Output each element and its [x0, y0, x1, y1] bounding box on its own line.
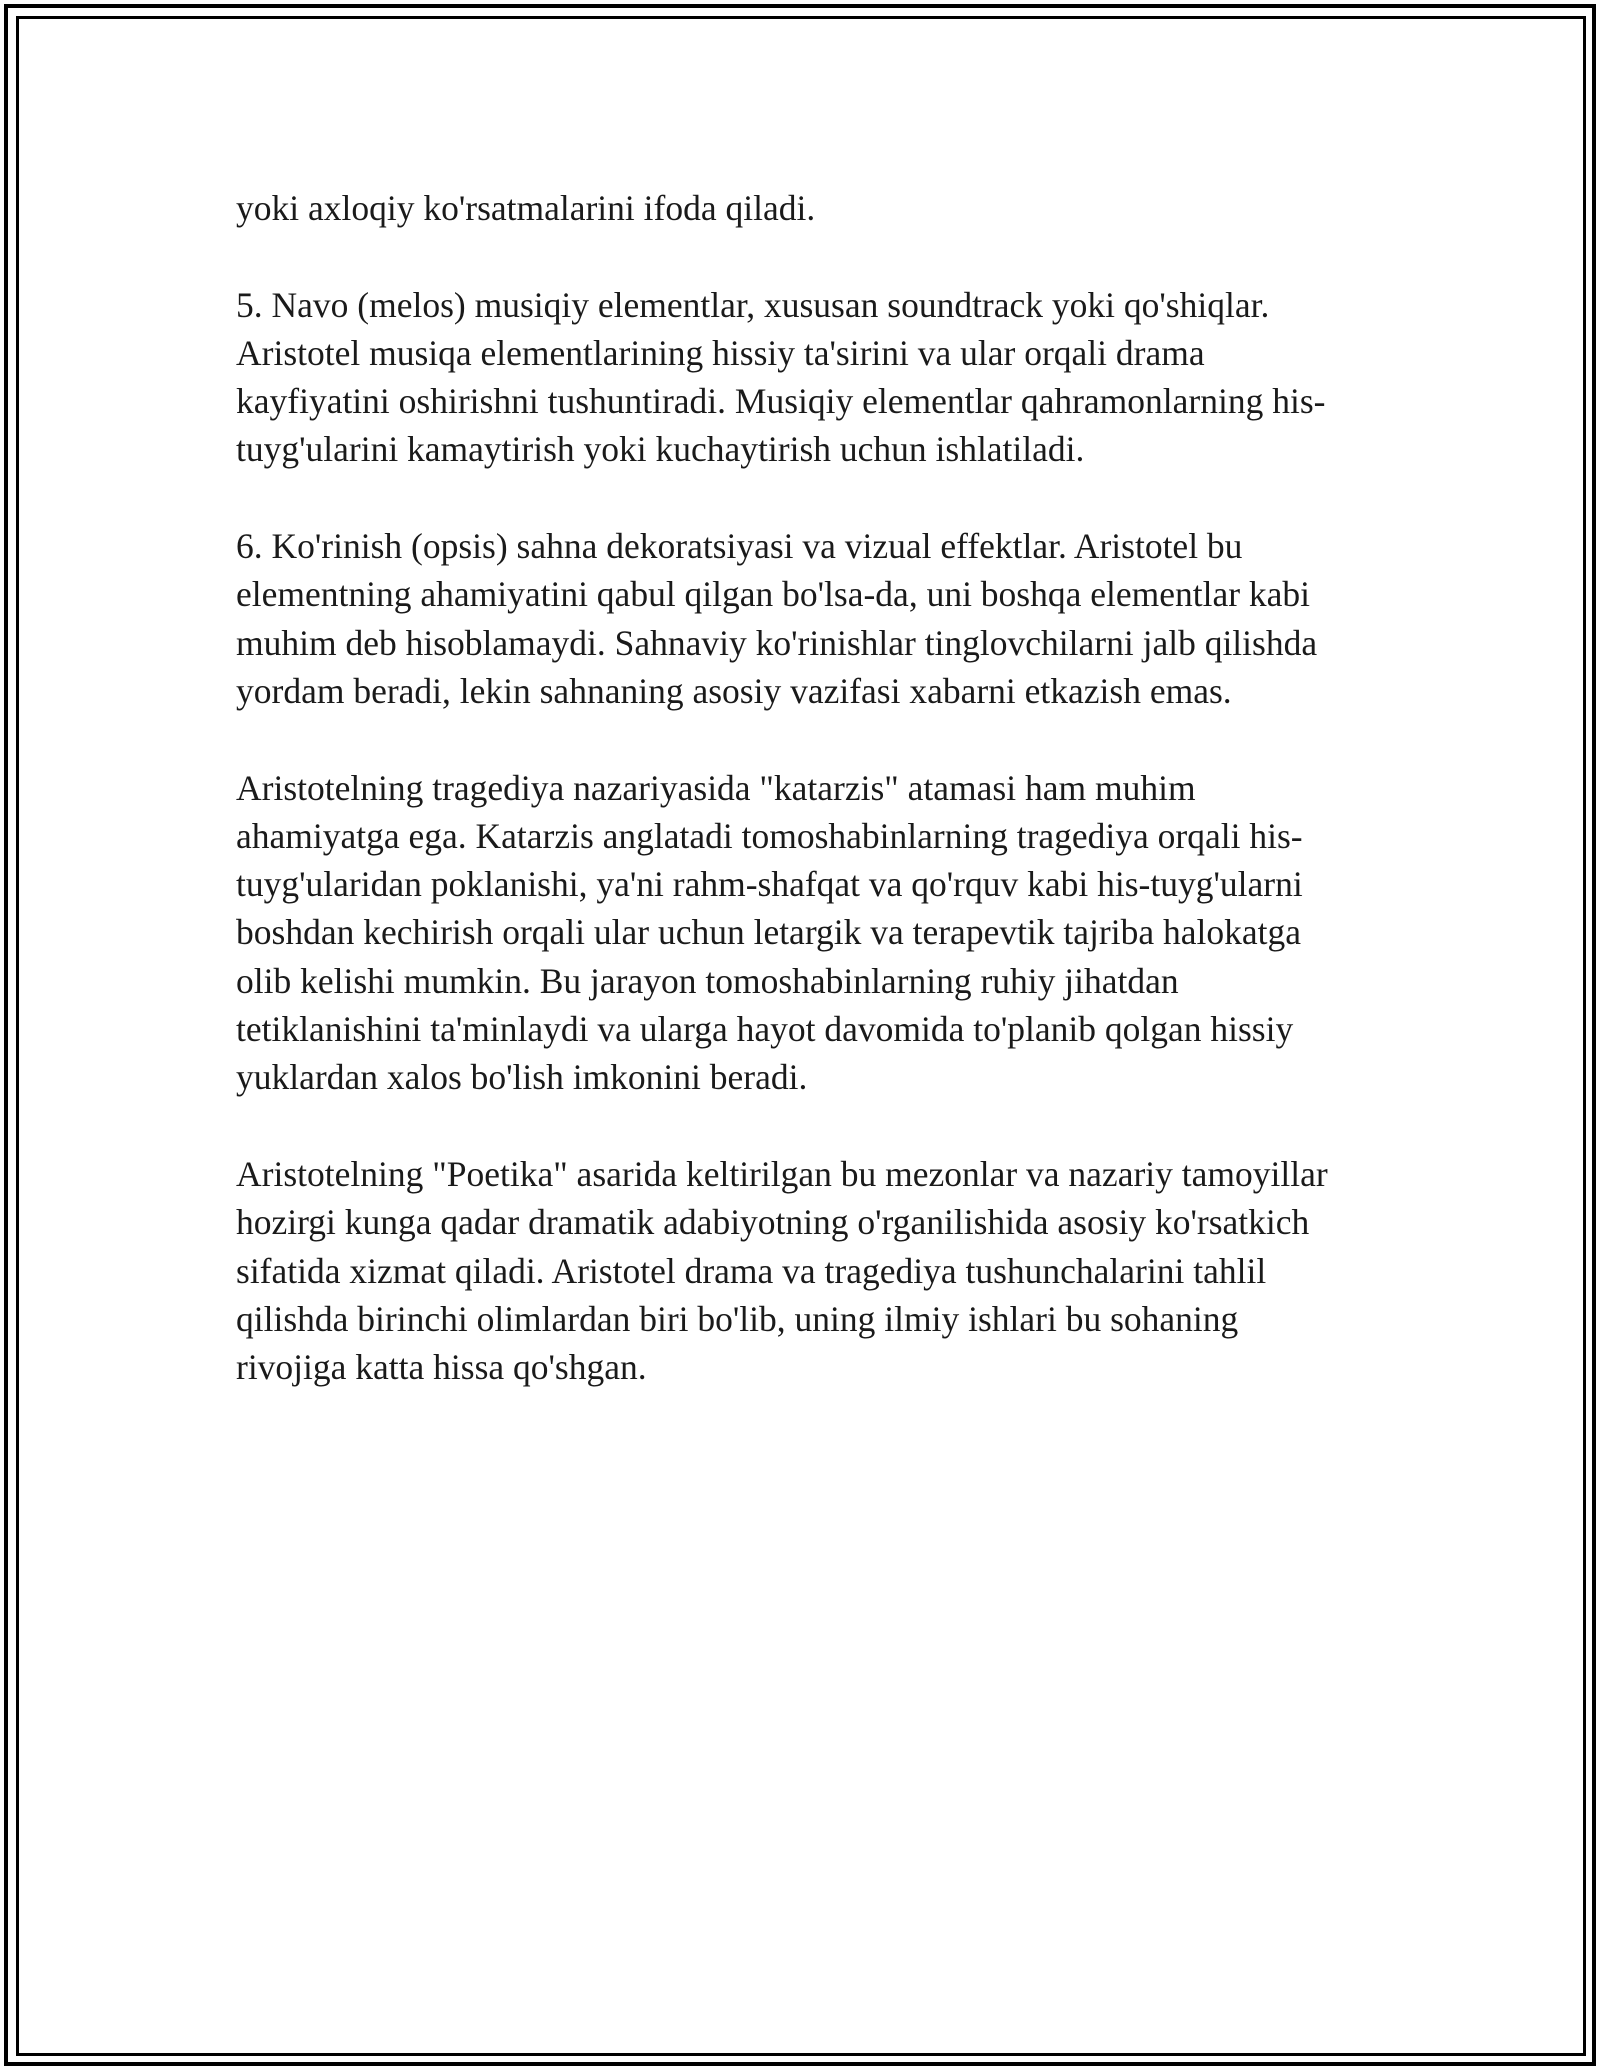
- text-line: Aristotel musiqa elementlarining hissiy ta'sirini va ular orqali drama: [236, 332, 1205, 373]
- text-line: hozirgi kunga qadar dramatik adabiyotning o'rganilishida asosiy ko'rsatkich: [236, 1202, 1310, 1243]
- text-line: qilishda birinchi olimlardan biri bo'lib, uning ilmiy ishlari bu sohaning: [236, 1298, 1239, 1339]
- document-body: [236, 184, 1386, 1391]
- text-line: yoki axloqiy ko'rsatmalarini ifoda qiladi.: [236, 188, 816, 228]
- paragraph-poetika: [236, 1150, 1386, 1391]
- text-line: muhim deb hisoblamaydi. Sahnaviy ko'rinishlar tinglovchilarni jalb qilishda: [236, 622, 1318, 663]
- text-line: tuyg'ularidan poklanishi, ya'ni rahm-shafqat va qo'rquv kabi his-tuyg'ularni: [236, 864, 1303, 905]
- text-line: yuklardan xalos bo'lish imkonini beradi.: [236, 1057, 808, 1098]
- text-line: Aristotelning tragediya nazariyasida "katarzis" atamasi ham muhim: [236, 767, 1196, 808]
- text-line: tuyg'ularini kamaytirish yoki kuchaytirish uchun ishlatiladi.: [236, 429, 1085, 470]
- text-line: boshdan kechirish orqali ular uchun letargik va terapevtik tajriba halokatga: [236, 912, 1301, 953]
- paragraph-gap: [236, 232, 1386, 280]
- text-line: ahamiyatga ega. Katarzis anglatadi tomoshabinlarning tragediya orqali his-: [236, 815, 1303, 856]
- paragraph-katarzis: [236, 764, 1386, 1102]
- text-line: olib kelishi mumkin. Bu jarayon tomoshabinlarning ruhiy jihatdan: [236, 960, 1179, 1001]
- text-line: sifatida xizmat qiladi. Aristotel drama va tragediya tushunchalarini tahlil: [236, 1250, 1267, 1291]
- text-line: 6. Ko'rinish (opsis) sahna dekoratsiyasi va vizual effektlar. Aristotel bu: [236, 526, 1243, 567]
- text-line: tetiklanishini ta'minlaydi va ularga hayot davomida to'planib qolgan hissiy: [236, 1009, 1294, 1050]
- text-line: 5. Navo (melos) musiqiy elementlar, xususan soundtrack yoki qo'shiqlar.: [236, 284, 1270, 325]
- paragraph-gap: [236, 474, 1386, 522]
- text-line: elementning ahamiyatini qabul qilgan bo'lsa-da, uni boshqa elementlar kabi: [236, 574, 1311, 615]
- paragraph-opsis: [236, 522, 1386, 715]
- paragraph-melos: [236, 281, 1386, 474]
- paragraph-continuation: [236, 184, 1386, 232]
- text-line: yordam beradi, lekin sahnaning asosiy vazifasi xabarni etkazish emas.: [236, 670, 1232, 711]
- text-line: rivojiga katta hissa qo'shgan.: [236, 1347, 647, 1388]
- text-line: Aristotelning "Poetika" asarida keltirilgan bu mezonlar va nazariy tamoyillar: [236, 1153, 1328, 1194]
- paragraph-gap: [236, 715, 1386, 763]
- text-line: kayfiyatini oshirishni tushuntiradi. Musiqiy elementlar qahramonlarning his-: [236, 381, 1326, 422]
- paragraph-gap: [236, 1102, 1386, 1150]
